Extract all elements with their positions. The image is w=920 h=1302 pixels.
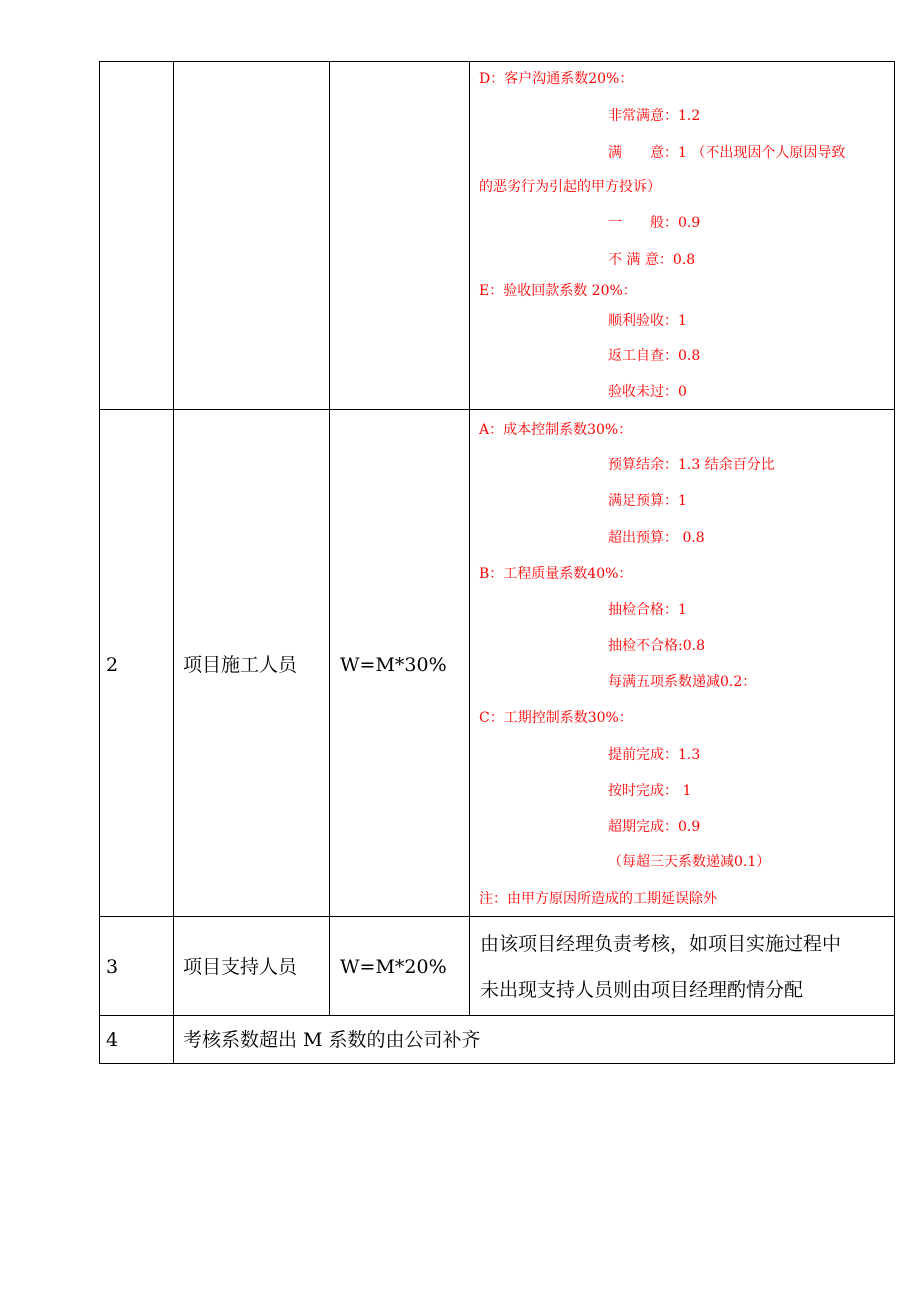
criterion-d-item: 非常满意：1.2 [608,108,701,124]
criterion-e-item: 返工自查：0.8 [608,348,701,364]
row-divider [99,916,895,917]
criterion-a-heading: A：成本控制系数30%： [479,422,633,438]
row-number: 2 [106,654,119,676]
criterion-e-item: 顺利验收：1 [608,313,687,329]
role-name: 项目支持人员 [183,956,298,978]
criterion-a-item: 预算结余：1.3 结余百分比 [608,457,775,473]
criterion-c-item: 按时完成： 1 [608,783,692,799]
column-divider [173,61,174,1064]
column-divider [329,61,330,1016]
table-left-border [99,61,100,1064]
row-note: 考核系数超出 M 系数的由公司补齐 [183,1029,481,1051]
criterion-e-heading: E：验收回款系数 20%： [479,283,637,299]
criterion-b-heading: B：工程质量系数40%： [479,566,633,582]
salary-formula: W=M*30% [340,654,447,676]
criterion-d-item: 一 般：0.9 [608,215,701,231]
row-divider [99,409,895,410]
criterion-note: 注：由甲方原因所造成的工期延误除外 [479,891,717,907]
row-divider [99,1015,895,1016]
criterion-d-item-continued: 的恶劣行为引起的甲方投诉） [479,179,661,195]
criterion-a-item: 超出预算： 0.8 [608,530,705,546]
table-top-border [99,61,895,62]
criterion-c-item: （每超三天系数递减0.1） [608,854,771,870]
row-description: 未出现支持人员则由项目经理酌情分配 [480,979,804,1001]
row-number: 4 [106,1029,119,1051]
table-bottom-border [99,1063,895,1064]
criterion-e-item: 验收未过：0 [608,384,687,400]
criterion-a-item: 满足预算：1 [608,493,687,509]
criterion-d-item: 不 满 意：0.8 [608,252,696,268]
table-right-border [894,61,895,1064]
row-description: 由该项目经理负责考核，如项目实施过程中 [480,933,842,955]
criterion-b-item: 抽检不合格:0.8 [608,638,705,654]
criterion-d-item: 满 意：1 （不出现因个人原因导致 [608,145,846,161]
row-number: 3 [106,956,119,978]
criterion-c-item: 超期完成：0.9 [608,819,701,835]
role-name: 项目施工人员 [183,654,298,676]
criterion-b-item: 抽检合格：1 [608,602,687,618]
criterion-b-item: 每满五项系数递减0.2： [608,674,757,690]
criterion-d-heading: D：客户沟通系数20%： [479,71,634,87]
criterion-c-heading: C：工期控制系数30%： [479,710,633,726]
criterion-c-item: 提前完成：1.3 [608,747,701,763]
salary-formula: W=M*20% [340,956,447,978]
column-divider [469,61,470,1016]
